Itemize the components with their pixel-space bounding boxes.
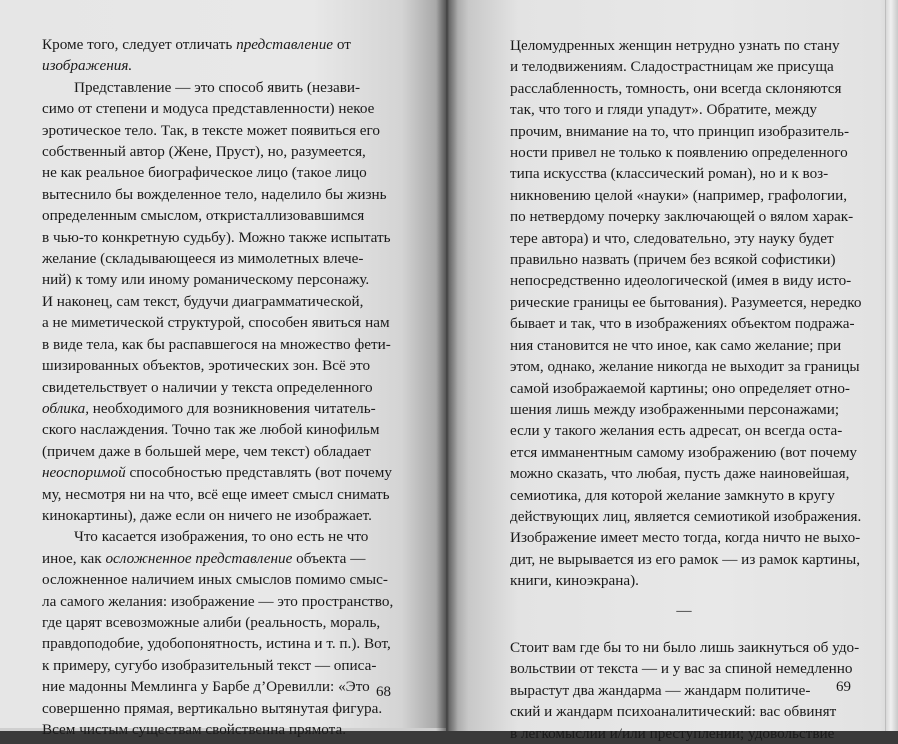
- right-page-number: 69: [836, 679, 851, 695]
- section-separator: —: [676, 601, 692, 619]
- text-line: [42, 227, 394, 248]
- italic-phrase: представление: [236, 36, 334, 53]
- text-run: ла самого желания: изображение — это пространство,: [42, 592, 394, 610]
- text-line: Целомудренных женщин нетрудно узнать по стану: [510, 37, 840, 54]
- text-line: вольствии от текста — и у вас за спиной немедленно: [510, 660, 853, 678]
- text-line: [42, 120, 394, 141]
- text-line: [42, 526, 394, 547]
- text-line: бывает и так, что в изображениях объектом подража-: [510, 315, 855, 333]
- text-line: расслабленность, томность, они всегда склоняются: [510, 79, 842, 97]
- text-line: [42, 248, 394, 269]
- text-run: совершенно прямая, вертикально вытянутая фигура.: [42, 699, 383, 717]
- text-run: (причем даже в большей мере, чем текст) обладает: [42, 442, 371, 460]
- text-run: Представление — это способ явить (незави-: [74, 78, 361, 96]
- left-page-text: [42, 34, 394, 740]
- text-line: [42, 591, 394, 612]
- text-line: [42, 377, 394, 398]
- text-line: [42, 55, 394, 76]
- text-line: если у такого желания есть адресат, он всегда оста-: [510, 422, 843, 440]
- text-line: [42, 462, 394, 483]
- text-line: шения лишь между изображенными персонажами;: [510, 400, 840, 418]
- text-run: ского наслаждения. Точно так же любой кинофильм: [42, 421, 380, 439]
- text-run: способностью представлять (вот почему: [125, 464, 392, 482]
- text-line: [42, 34, 394, 55]
- text-line: [42, 548, 394, 569]
- text-line: семиотика, для которой желание замкнуто в кругу: [510, 486, 835, 504]
- text-line: [42, 676, 394, 697]
- right-paragraph-bottom: [510, 637, 858, 744]
- text-line: непосредственно идеологической (имея в виду исто-: [510, 272, 852, 290]
- text-line: [42, 291, 394, 312]
- text-line: в легкомыслии и/или преступлении; удовольствие: [510, 724, 835, 742]
- text-run: в виде тела, как бы распавшегося на множество фети-: [42, 335, 391, 353]
- text-line: действующих лиц, является семиотикой изображения.: [510, 507, 862, 525]
- text-line: [42, 184, 394, 205]
- text-run: ние мадонны Мемлинга у Барбе д’Оревилли: «Это: [42, 678, 370, 696]
- right-page-text: [510, 35, 862, 744]
- text-run: симо от степени и модуса представленности) некое: [42, 100, 375, 118]
- text-line: Изображение имеет место тогда, когда ничто не выхо-: [510, 529, 861, 547]
- text-line: никновению целой «науки» (например, графологии,: [510, 186, 848, 204]
- text-run: а не миметической структурой, способен явиться нам: [42, 314, 390, 332]
- text-line: ния становится не что иное, как само желание; при: [510, 336, 842, 354]
- text-line: вырастут два жандарма — жандарм политиче-: [510, 681, 811, 699]
- text-line: [42, 484, 394, 505]
- text-run: вытеснило бы вожделенное тело, наделило бы жизнь: [42, 185, 387, 203]
- right-page: [446, 0, 898, 742]
- page-edge: [885, 0, 898, 731]
- text-line: [42, 633, 394, 654]
- text-line: [42, 419, 394, 440]
- text-run: собственный автор (Жене, Пруст), но, разумеется,: [42, 143, 366, 161]
- text-line: можно сказать, что любая, пусть даже наиновейшая,: [510, 465, 850, 483]
- text-line: книги, киноэкрана).: [510, 572, 639, 590]
- text-line: [42, 612, 394, 633]
- text-line: [42, 505, 394, 526]
- text-line: прочим, внимание на то, что принцип изобразитель-: [510, 122, 850, 140]
- text-line: [42, 312, 394, 333]
- text-run: правдоподобие, удобопонятность, истина и т. п.). Вот,: [42, 635, 391, 653]
- text-line: и телодвижениям. Сладострастницам же присуща: [510, 58, 834, 76]
- text-run: необходимого для возникновения читатель-: [89, 399, 376, 417]
- italic-phrase: изображения.: [42, 57, 133, 75]
- text-line: ности привел не только к появлению определенного: [510, 144, 848, 162]
- text-run: не как реальное биографическое лицо (такое лицо: [42, 164, 367, 182]
- text-run: Что касается изображения, то оно есть не что: [74, 528, 369, 546]
- text-run: му, несмотря ни на что, всё еще имеет смысл снимать: [42, 485, 390, 503]
- text-line: дит, не вырывается из его рамок — из рамок картины,: [510, 550, 861, 568]
- text-line: рические границы ее бытования). Разумеется, нередко: [510, 293, 862, 311]
- text-line: [42, 77, 394, 98]
- text-run: от: [333, 36, 351, 53]
- text-line: [42, 355, 394, 376]
- text-run: Кроме того, следует отличать: [42, 36, 237, 53]
- text-run: желание (складывающееся из мимолетных влече-: [42, 250, 364, 268]
- text-run: И наконец, сам текст, будучи диаграмматической,: [42, 292, 364, 310]
- text-line: [42, 719, 394, 740]
- text-line: правильно назвать (причем без всякой софистики): [510, 251, 836, 269]
- text-line: [42, 398, 394, 419]
- text-line: [42, 269, 394, 290]
- text-line: ется имманентным самому изображению (вот почему: [510, 443, 858, 461]
- text-run: шизированных объектов, эротических зон. Всё это: [42, 357, 371, 375]
- text-line: по нетвердому почерку заключающей о вялом харак-: [510, 208, 854, 226]
- right-paragraph-top: [510, 35, 862, 592]
- text-run: осложненное наличием иных смыслов помимо смыс-: [42, 571, 388, 589]
- text-line: [42, 162, 394, 183]
- text-run: ний) к тому или иному романическому персонажу.: [42, 271, 370, 289]
- text-run: объекта —: [292, 549, 366, 567]
- text-line: типа искусства (классический роман), но и к воз-: [510, 165, 829, 183]
- text-line: [42, 98, 394, 119]
- left-page-number: 68: [376, 684, 391, 700]
- text-line: ский и жандарм психоаналитический: вас обвинят: [510, 703, 837, 721]
- text-run: к примеру, сугубо изобразительный текст — описа-: [42, 656, 377, 674]
- text-line: [42, 655, 394, 676]
- left-page: [0, 0, 446, 738]
- text-run: эротическое тело. Так, в тексте может появиться его: [42, 121, 380, 139]
- text-run: определенным смыслом, откристаллизовавшимся: [42, 207, 365, 225]
- text-line: Стоит вам где бы то ни было лишь заикнуться об удо-: [510, 638, 860, 656]
- text-run: Всем чистым существам свойственна прямота.: [42, 721, 347, 738]
- italic-phrase: осложненное представление: [105, 549, 293, 567]
- italic-phrase: облика,: [42, 399, 89, 417]
- text-line: [42, 334, 394, 355]
- text-run: кинокартины), даже если он ничего не изображает.: [42, 506, 372, 524]
- text-line: этом, однако, желание никогда не выходит за границы: [510, 358, 860, 376]
- italic-phrase: неоспоримой: [42, 464, 126, 482]
- text-line: [42, 569, 394, 590]
- text-line: [42, 441, 394, 462]
- text-line: [42, 141, 394, 162]
- text-line: [42, 205, 394, 226]
- text-line: [42, 698, 394, 719]
- text-run: где царят всевозможные алиби (реальность, мораль,: [42, 613, 381, 631]
- text-run: свидетельствует о наличии у текста определенного: [42, 378, 373, 396]
- text-line: тере автора) и что, следовательно, эту науку будет: [510, 229, 834, 247]
- text-line: самой изображаемой картины; оно определяет отно-: [510, 379, 850, 397]
- text-run: иное, как: [42, 549, 106, 567]
- text-line: так, что того и гляди упадут». Обратите, между: [510, 101, 818, 119]
- text-run: в чью-то конкретную судьбу). Можно также испытать: [42, 228, 391, 246]
